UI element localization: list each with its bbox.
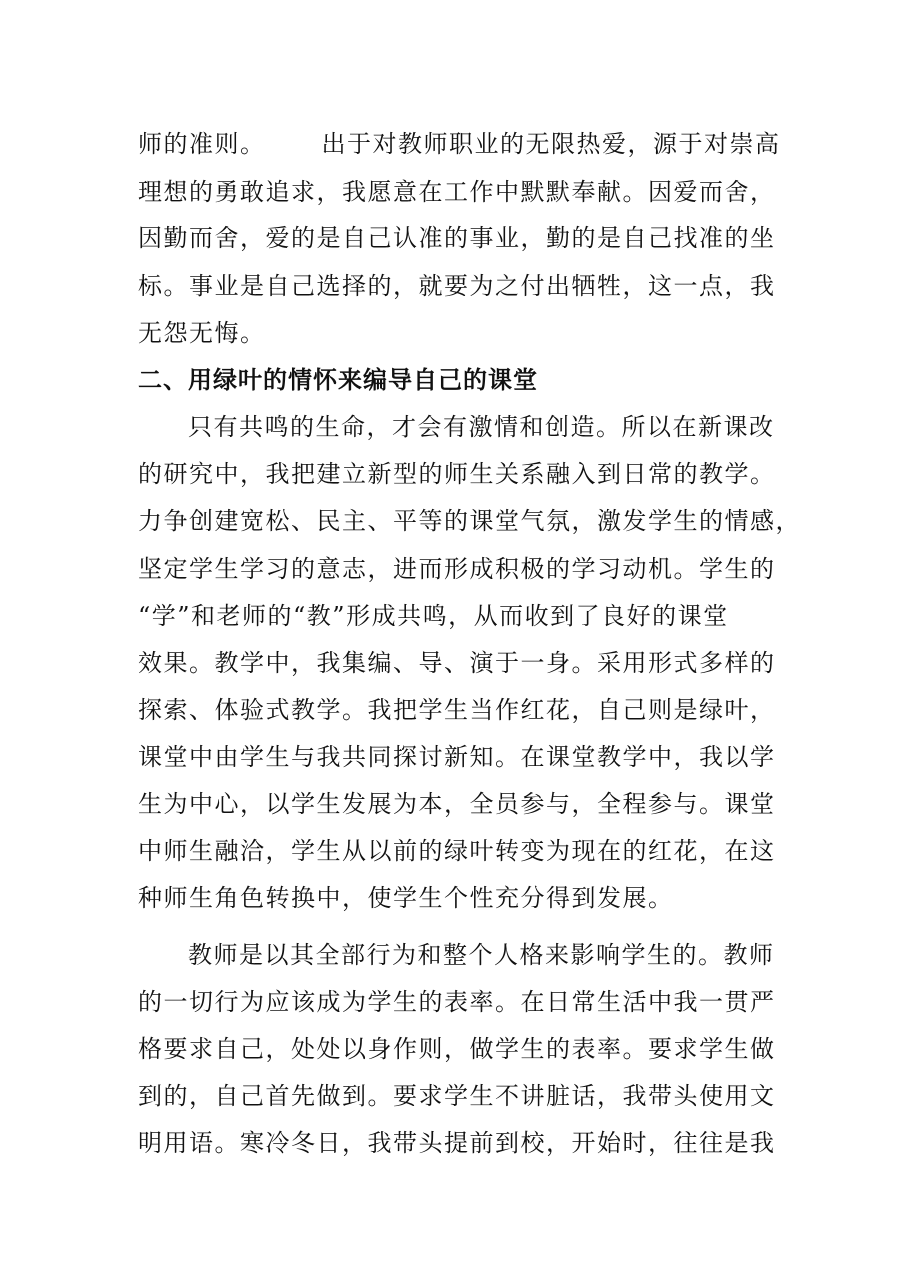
text-line: 无怨无悔。 [138, 319, 266, 347]
text-segment: 出于对教师职业的无限热爱，源于对崇高 [321, 130, 781, 158]
text-line [138, 128, 781, 160]
text-line: 标。事业是自己选择的，就要为之付出牺牲，这一点，我 [138, 272, 776, 300]
text-line: 格要求自己，处处以身作则，做学生的表率。要求学生做 [138, 1035, 776, 1063]
section-heading: 二、用绿叶的情怀来编导自己的课堂 [138, 366, 538, 394]
text-line: 明用语。寒冷冬日，我带头提前到校，开始时，往往是我 [138, 1129, 776, 1157]
text-line: 力争创建宽松、民主、平等的课堂气氛，激发学生的情感， [138, 507, 801, 535]
text-line: 课堂中由学生与我共同探讨新知。在课堂教学中，我以学 [138, 743, 776, 771]
text-line: 理想的勇敢追求，我愿意在工作中默默奉献。因爱而舍， [138, 178, 776, 206]
text-line: 种师生角色转换中，使学生个性充分得到发展。 [138, 884, 674, 912]
paragraph-first-line: 只有共鸣的生命，才会有激情和创造。所以在新课改 [188, 413, 775, 441]
text-line: 因勤而舍，爱的是自己认准的事业，勤的是自己找准的坐 [138, 224, 776, 252]
text-line: 到的，自己首先做到。要求学生不讲脏话，我带头使用文 [138, 1082, 776, 1110]
paragraph-first-line: 教师是以其全部行为和整个人格来影响学生的。教师 [188, 941, 775, 969]
text-line: 坚定学生学习的意志，进而形成积极的学习动机。学生的 [138, 555, 776, 583]
text-line: 探索、体验式教学。我把学生当作红花，自己则是绿叶， [138, 696, 776, 724]
text-line: 中师生融洽，学生从以前的绿叶转变为现在的红花，在这 [138, 837, 776, 865]
text-line: 的一切行为应该成为学生的表率。在日常生活中我一贯严 [138, 988, 776, 1016]
text-line: 生为中心，以学生发展为本，全员参与，全程参与。课堂 [138, 790, 776, 818]
text-line: 效果。教学中，我集编、导、演于一身。采用形式多样的 [138, 649, 776, 677]
text-line: “学”和老师的“教”形成共鸣，从而收到了良好的课堂 [138, 602, 729, 630]
text-segment: 师的准则。 [138, 130, 266, 158]
text-line: 的研究中，我把建立新型的师生关系融入到日常的教学。 [138, 460, 776, 488]
